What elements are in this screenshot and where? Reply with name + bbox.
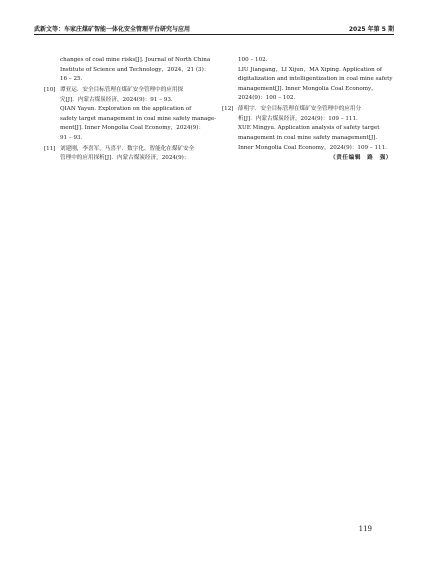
reference-line: 薛明宇．安全目标管理在煤矿安全管理中的应用分: [238, 106, 362, 113]
reference-line: 究[J]．内蒙古煤炭经济，2024(9)：91 – 93.: [60, 96, 173, 103]
reference-line: changes of coal mine risks[J]. Journal of North China: [60, 57, 211, 63]
header-issue: 2025 年第 5 期: [348, 26, 394, 33]
reference-line: LIU Jiangang，LI Xijun，MA Xiping. Application of: [238, 66, 382, 73]
reference-number: [10]: [44, 86, 56, 93]
references-left-column: [44, 56, 217, 165]
reference-line: Inner Mongolia Coal Economy，2024(9)：109 – 111.: [238, 144, 387, 151]
reference-line: 100 – 102.: [238, 57, 268, 63]
reference-line: management[J]. Inner Mongolia Coal Economy，: [238, 85, 377, 92]
reference-line: safety target management in coal mine safety manage-: [60, 115, 217, 122]
reference-line: digitalization and intelligentization in coal mine safety: [238, 76, 393, 83]
reference-line: management in coal mine safety management[J].: [238, 134, 378, 141]
reference-line: XUE Mingyu. Application analysis of safety target: [238, 125, 380, 132]
reference-line: Institute of Science and Technology，2024，21 (3)：: [60, 66, 210, 73]
reference-line: 管理中的应用探析[J]．内蒙古煤炭经济，2024(9)：: [60, 155, 190, 162]
header-article-title: 武新文等：车家庄煤矿智能一体化安全管理平台研究与应用: [34, 26, 191, 33]
reference-line: 刘建刚，李喜军，马喜平．数字化、智能化在煤矿安全: [60, 145, 195, 152]
reference-continuation: [222, 56, 392, 104]
header-rule: [34, 34, 394, 35]
reference-number: [12]: [222, 106, 234, 113]
responsible-editor: （责任编辑 路 强）: [330, 155, 392, 162]
page-number: 119: [358, 525, 372, 533]
reference-continuation: [44, 56, 209, 85]
reference-11: [44, 145, 209, 164]
reference-10: [44, 86, 217, 144]
reference-line: 16 – 25.: [60, 76, 83, 83]
reference-line: ment[J]. Inner Mongolia Coal Economy，2024(9)：: [60, 125, 205, 132]
reference-12: [222, 105, 392, 153]
reference-line: QIAN Yayun. Exploration on the application of: [60, 106, 192, 113]
reference-line: 2024(9)：100 – 102.: [238, 95, 296, 102]
references-right-column: [222, 56, 392, 164]
reference-line: 析[J]．内蒙古煤炭经济，2024(9)：109 – 111.: [238, 115, 358, 122]
reference-line: 91 – 93.: [60, 134, 83, 141]
reference-number: [11]: [44, 145, 56, 152]
reference-line: 谭亚运．安全目标管理在煤矿安全管理中的应用探: [60, 86, 184, 93]
